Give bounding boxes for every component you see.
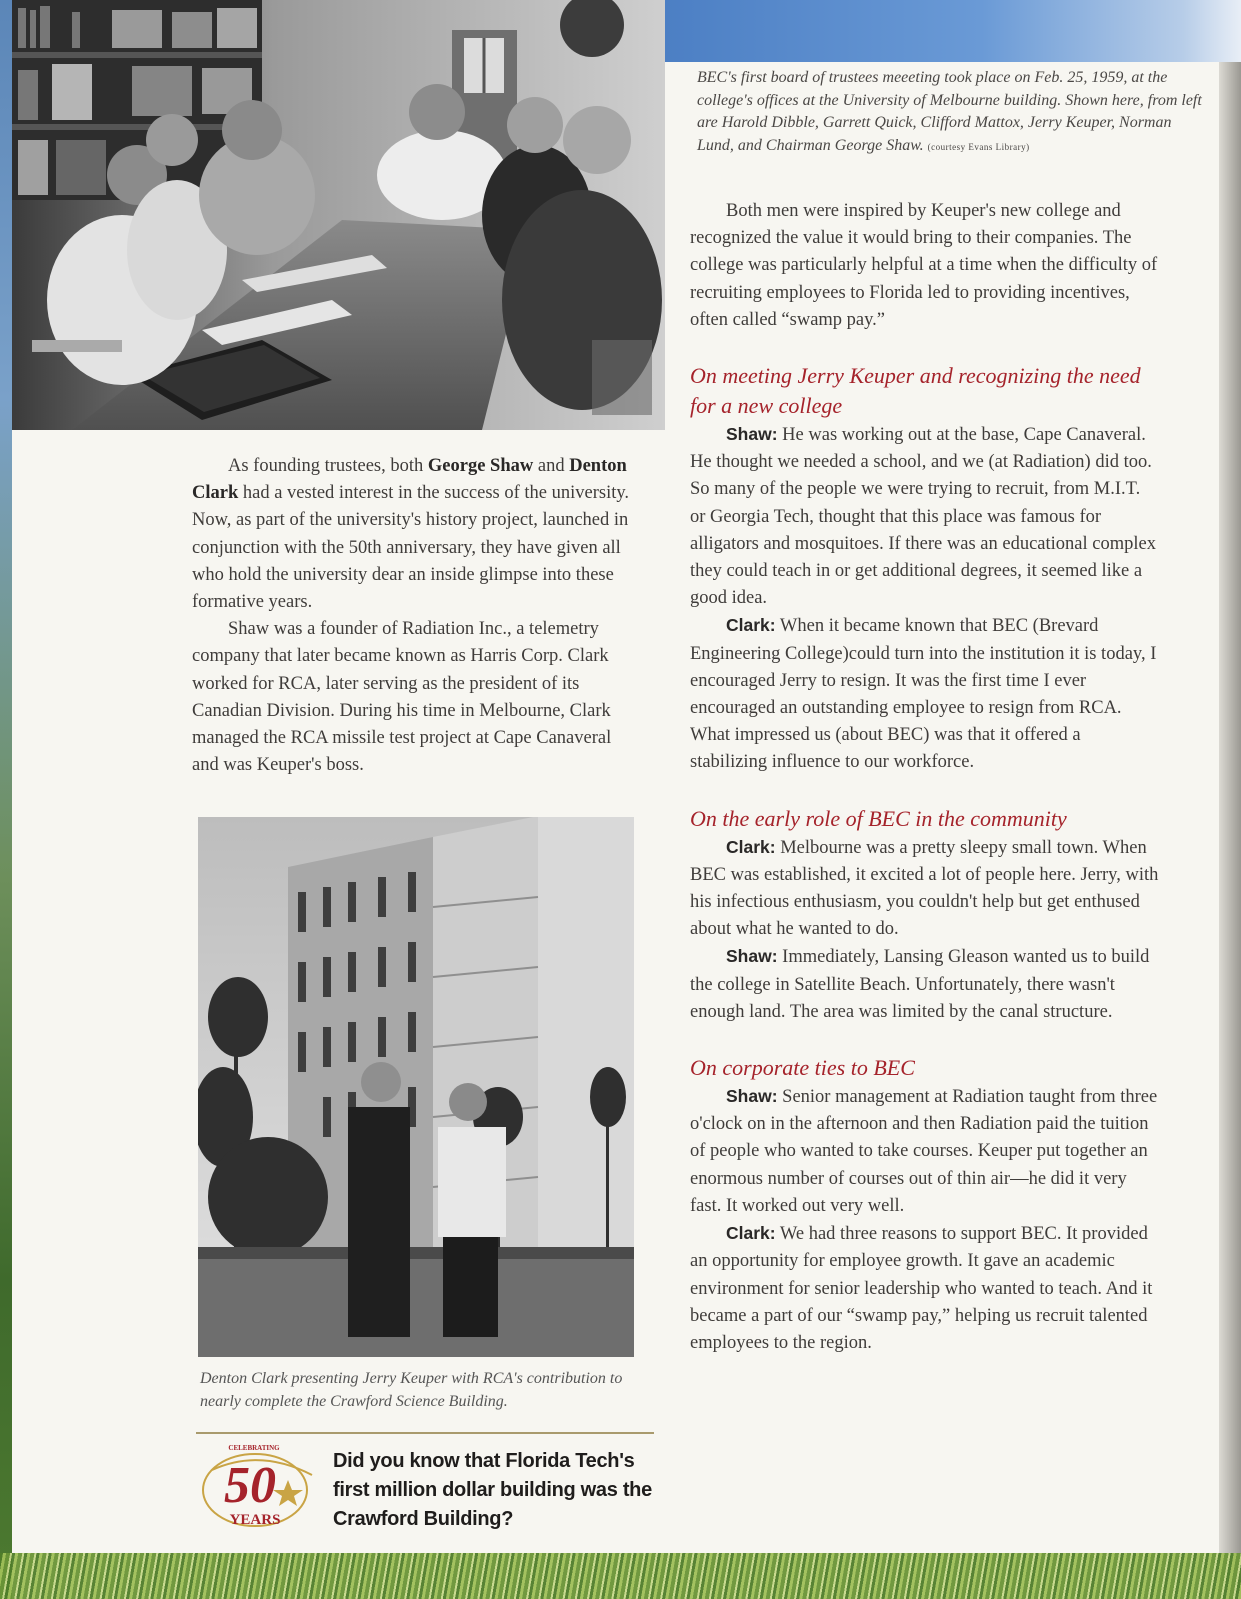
right-intro-paragraph: Both men were inspired by Keuper's new college and recognized the value it would bring to their companies. The college was particularly helpful at a time when the difficulty of recruiting employees to Florida led to providing incentives, often called “swamp pay.” bbox=[690, 201, 1158, 330]
bottom-photo-caption: Denton Clark presenting Jerry Keuper with RCA's contribution to nearly complete the Crawford Science Building. bbox=[200, 1370, 623, 1410]
speaker-label: Clark: bbox=[726, 1223, 776, 1244]
qa-clark-3 bbox=[690, 1220, 1160, 1357]
badge-bottom-text: YEARS bbox=[229, 1512, 281, 1528]
p1-mid: and bbox=[533, 456, 570, 476]
right-column bbox=[690, 198, 1160, 1357]
name-denton-clark: Denton Clark bbox=[192, 456, 627, 504]
section-heading-early-role: On the early role of BEC in the community bbox=[690, 805, 1067, 831]
qa-text: When it became known that BEC (Brevard Engineering College)could turn into the institution it is today, I encouraged Jerry to resign. It was the first time I ever encouraged an outstanding employee to resign from RCA. What impressed us (about BEC) was that it offered a stabilizing influence to our workforce. bbox=[690, 616, 1157, 773]
left-column bbox=[192, 453, 642, 779]
speaker-label: Clark: bbox=[726, 836, 776, 857]
right-page-edge bbox=[1219, 0, 1241, 1599]
badge-number: 50 bbox=[224, 1457, 276, 1514]
qa-shaw-1 bbox=[690, 421, 1160, 612]
callout-divider bbox=[196, 1432, 654, 1434]
qa-shaw-3 bbox=[690, 1083, 1160, 1220]
top-photo-caption bbox=[697, 67, 1209, 158]
grass-photo-strip bbox=[0, 1553, 1241, 1599]
top-photo-caption-text: BEC's first board of trustees meeeting took place on Feb. 25, 1959, at the college's offices at the University of Melbourne building. Shown here, from left are Harold Dibble, Garrett Quick, Clifford Mattox, Jerry Keuper, Norman Lund, and Chairman George Shaw. bbox=[697, 69, 1202, 154]
qa-clark-1 bbox=[690, 612, 1160, 776]
qa-clark-2 bbox=[690, 834, 1160, 944]
crawford-building-photo bbox=[198, 817, 634, 1357]
qa-text: Melbourne was a pretty sleepy small town. When BEC was established, it excited a lot of people here. Jerry, with his infectious enthusiasm, you couldn't help but get enthused about what he wanted to do. bbox=[690, 837, 1159, 940]
qa-text: We had three reasons to support BEC. It provided an opportunity for employee growth. It gave an academic environment for senior leadership who wanted to teach. And it became a part of our “swamp pay,” helping us recruit talented employees to the region. bbox=[690, 1224, 1153, 1353]
speaker-label: Shaw: bbox=[726, 946, 778, 967]
sky-photo-strip bbox=[665, 0, 1241, 62]
did-you-know-callout: Did you know that Florida Tech's first million dollar building was the Crawford Building? bbox=[333, 1450, 652, 1530]
speaker-label: Clark: bbox=[726, 615, 776, 636]
section-heading-meeting-keuper: On meeting Jerry Keuper and recognizing the need for a new college bbox=[690, 363, 1141, 419]
qa-text: Immediately, Lansing Gleason wanted us to build the college in Satellite Beach. Unfortunately, there wasn't enough land. The area was limited by the canal structure. bbox=[690, 947, 1150, 1022]
qa-shaw-2 bbox=[690, 943, 1160, 1026]
badge-top-text: CELEBRATING bbox=[228, 1444, 280, 1452]
celebrating-50-years-logo bbox=[200, 1440, 318, 1530]
left-page-edge bbox=[0, 0, 12, 1599]
board-meeting-photo bbox=[12, 0, 665, 430]
qa-text: Senior management at Radiation taught from three o'clock on in the afternoon and then Radiation paid the tuition of people who wanted to take courses. Keuper put together an enormous number of courses out of thin air—he did it very fast. It worked out very well. bbox=[690, 1087, 1158, 1216]
top-photo-credit: (courtesy Evans Library) bbox=[927, 141, 1030, 152]
left-paragraph-2: Shaw was a founder of Radiation Inc., a telemetry company that later became known as Harris Corp. Clark worked for RCA, later serving as the president of its Canadian Division. During his time in Melbourne, Clark managed the RCA missile test project at Cape Canaveral and was Keuper's boss. bbox=[192, 619, 612, 776]
p1-start: As founding trustees, both bbox=[228, 456, 428, 476]
left-paragraph-1 bbox=[192, 453, 642, 616]
p1-end: had a vested interest in the success of the university. Now, as part of the university's history project, launched in conjunction with the 50th anniversary, they have given all who hold the university dear an inside glimpse into these formative years. bbox=[192, 483, 630, 613]
name-george-shaw: George Shaw bbox=[427, 456, 534, 476]
qa-text: He was working out at the base, Cape Canaveral. He thought we needed a school, and we (at Radiation) did too. So many of the people we were trying to recruit, from M.I.T. or Georgia Tech, thought that this place was famous for alligators and mosquitoes. If there was an educational complex they could teach in or get additional degrees, it seemed like a good idea. bbox=[690, 425, 1156, 609]
section-heading-corporate-ties: On corporate ties to BEC bbox=[690, 1055, 915, 1081]
speaker-label: Shaw: bbox=[726, 424, 778, 445]
speaker-label: Shaw: bbox=[726, 1086, 778, 1107]
